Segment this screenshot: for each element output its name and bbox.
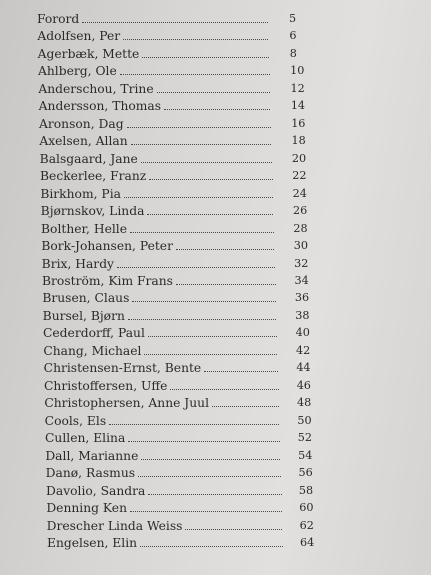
dot-leader	[82, 22, 268, 23]
entry-name: Engelsen, Elin	[47, 536, 138, 550]
dot-leader	[212, 406, 279, 407]
entry-name: Forord	[37, 12, 80, 26]
dot-leader	[140, 546, 283, 547]
toc-entry	[37, 8, 297, 26]
entry-page: 56	[298, 466, 313, 480]
entry-page: 30	[293, 239, 308, 253]
entry-page: 64	[300, 536, 315, 549]
entry-name: Broström, Kim Frans	[42, 274, 173, 288]
entry-name: Ahlberg, Ole	[38, 64, 117, 79]
entry-name: Brix, Hardy	[41, 256, 115, 271]
dot-leader	[147, 214, 273, 215]
toc-entry	[41, 235, 308, 254]
entry-name: Aronson, Dag	[39, 116, 124, 131]
dot-leader	[170, 389, 278, 390]
entry-page: 26	[293, 204, 308, 218]
dot-leader	[127, 127, 271, 128]
entry-page: 58	[298, 483, 314, 497]
entry-name: Bursel, Bjørn	[42, 308, 125, 323]
entry-page: 40	[295, 326, 310, 340]
dot-leader	[128, 319, 277, 320]
entry-name: Chang, Michael	[43, 343, 142, 358]
entry-page: 50	[297, 413, 312, 427]
entry-page: 28	[293, 221, 308, 235]
toc-entry	[42, 287, 310, 306]
entry-name: Dall, Marianne	[45, 448, 139, 463]
toc-entry	[44, 392, 312, 411]
entry-name: Bolther, Helle	[41, 221, 127, 236]
toc-entry	[38, 95, 306, 114]
entry-page: 12	[290, 81, 305, 95]
dot-leader	[157, 92, 270, 93]
toc-entry	[45, 427, 313, 446]
dot-leader	[138, 476, 281, 477]
entry-name: Drescher Linda Weiss	[46, 518, 183, 533]
entry-page: 6	[289, 29, 297, 43]
dot-leader	[185, 529, 282, 530]
entry-page: 42	[295, 343, 311, 357]
toc-entry	[46, 497, 314, 516]
entry-page: 34	[294, 274, 309, 287]
toc-entry	[41, 253, 309, 271]
toc-entry	[38, 78, 305, 96]
entry-page: 22	[292, 169, 307, 183]
toc-entry	[38, 60, 305, 79]
dot-leader	[149, 179, 272, 180]
entry-page: 20	[291, 151, 307, 165]
entry-name: Cederdorff, Paul	[43, 326, 145, 341]
toc-entry	[42, 270, 309, 288]
dot-leader	[132, 301, 276, 302]
entry-name: Bjørnskov, Linda	[40, 204, 145, 219]
dot-leader	[130, 232, 274, 233]
dot-leader	[148, 336, 277, 337]
entry-name: Axelsen, Allan	[39, 134, 128, 149]
toc-entry	[39, 113, 306, 131]
dot-leader	[131, 144, 272, 145]
dot-leader	[141, 162, 272, 163]
entry-page: 16	[291, 116, 306, 130]
dot-leader	[164, 109, 270, 110]
toc-entry	[40, 200, 308, 219]
entry-name: Davolio, Sandra	[46, 483, 146, 498]
toc-entry	[43, 340, 311, 358]
entry-name: Anderschou, Trine	[38, 81, 154, 96]
entry-page: 24	[292, 186, 307, 200]
entry-name: Cools, Els	[44, 413, 107, 428]
entry-page: 5	[289, 12, 297, 25]
toc-entry	[37, 25, 297, 44]
entry-page: 46	[296, 378, 311, 392]
toc-entry	[47, 532, 315, 550]
dot-leader	[176, 284, 276, 285]
entry-name: Adolfsen, Per	[37, 29, 121, 44]
entry-name: Birkhom, Pia	[40, 186, 121, 201]
dot-leader	[128, 441, 280, 442]
entry-page: 32	[294, 256, 309, 270]
entry-name: Christensen-Ernst, Bente	[43, 361, 202, 376]
toc-entry	[39, 130, 306, 149]
entry-name: Brusen, Claus	[42, 291, 130, 306]
dot-leader	[117, 267, 275, 268]
toc-entry	[39, 148, 307, 166]
toc-entry	[40, 165, 307, 184]
entry-name: Agerbæk, Mette	[37, 46, 140, 61]
toc-entry	[44, 375, 311, 393]
dot-leader	[204, 371, 278, 372]
entry-name: Bork-Johansen, Peter	[41, 239, 173, 254]
entry-page: 52	[297, 431, 313, 445]
toc-entry	[37, 43, 297, 61]
entry-page: 62	[299, 518, 314, 532]
dot-leader	[142, 57, 269, 58]
entry-page: 44	[296, 361, 311, 375]
entry-name: Cullen, Elina	[45, 431, 126, 446]
dot-leader	[141, 459, 280, 460]
dot-leader	[176, 249, 275, 250]
dot-leader	[144, 354, 277, 355]
toc-entry	[46, 480, 314, 498]
entry-page: 14	[290, 99, 306, 113]
dot-leader	[123, 39, 268, 40]
dot-leader	[130, 511, 282, 512]
entry-page: 60	[299, 501, 314, 515]
entry-page: 10	[290, 64, 305, 78]
toc-entry	[45, 445, 313, 463]
toc-entry	[46, 515, 314, 533]
entry-name: Denning Ken	[46, 501, 127, 516]
entry-name: Andersson, Thomas	[38, 99, 162, 114]
entry-page: 48	[297, 396, 312, 410]
toc-entry	[44, 410, 312, 428]
entry-name: Christophersen, Anne Juul	[44, 396, 210, 411]
entry-name: Balsgaard, Jane	[39, 151, 138, 166]
toc-entry	[43, 322, 310, 341]
toc-entry	[45, 462, 313, 481]
entry-name: Danø, Rasmus	[45, 466, 136, 481]
entry-page: 54	[298, 448, 313, 462]
toc-entry	[41, 218, 308, 236]
dot-leader	[120, 74, 270, 75]
toc-entry	[40, 183, 307, 201]
dot-leader	[124, 197, 273, 198]
entry-page: 38	[295, 308, 310, 322]
entry-name: Christoffersen, Uffe	[44, 378, 168, 393]
toc-entry	[43, 357, 311, 376]
entry-page: 36	[294, 291, 310, 305]
toc-entry	[42, 305, 310, 323]
dot-leader	[109, 424, 279, 425]
entry-name: Beckerlee, Franz	[40, 169, 147, 184]
dot-leader	[148, 494, 281, 495]
entry-page: 8	[289, 46, 297, 60]
entry-page: 18	[291, 134, 306, 148]
